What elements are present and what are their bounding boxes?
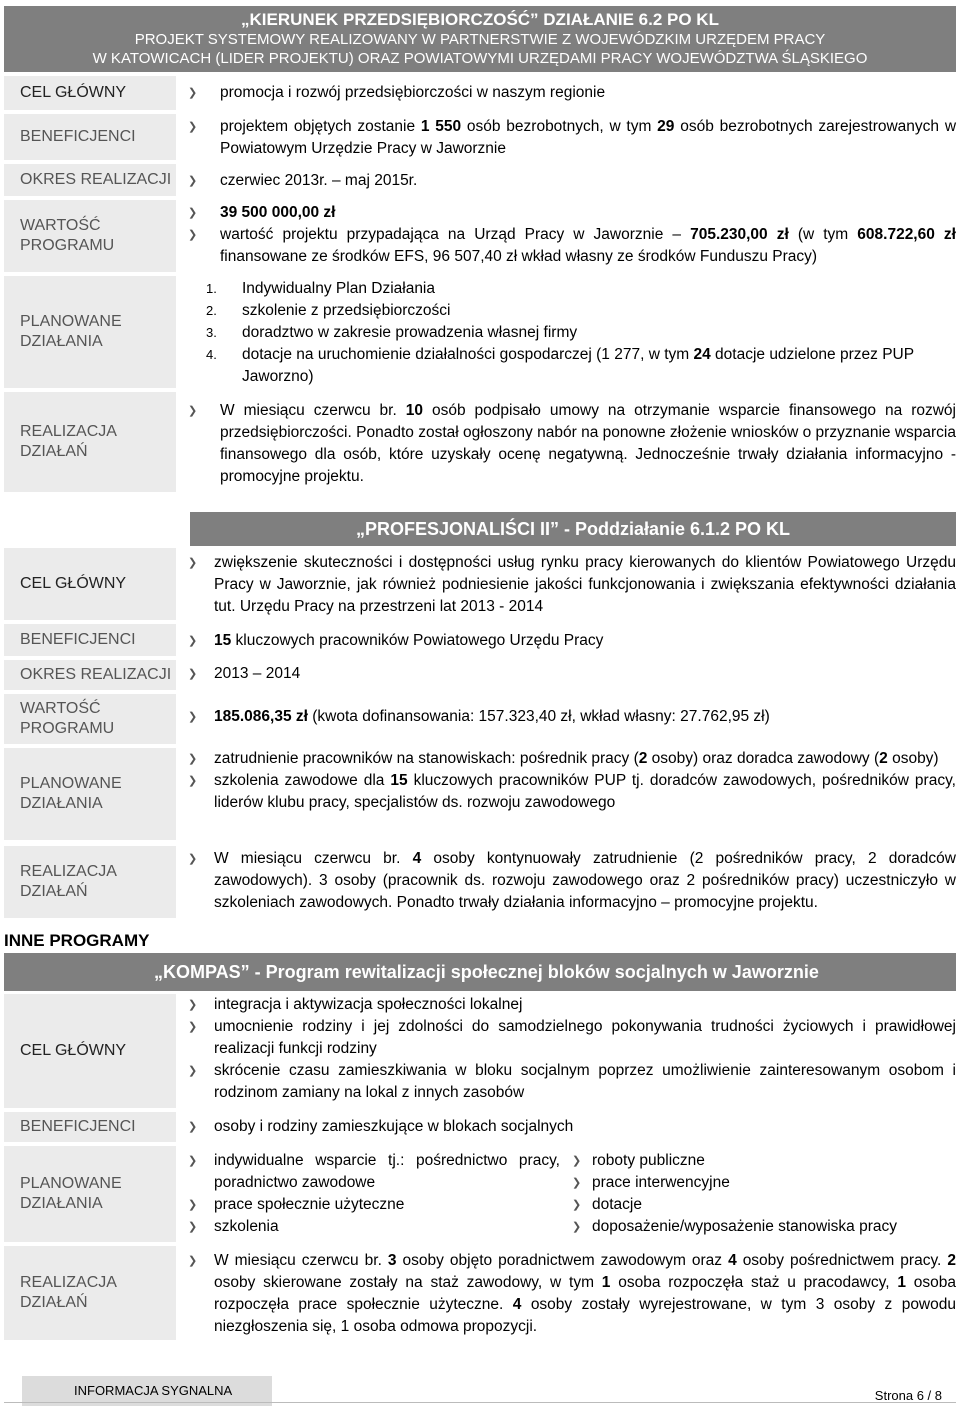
label-cel: CEL GŁÓWNY — [4, 994, 176, 1108]
s2-cel: ❯ zwiększenie skuteczności i dostępności usług rynku pracy kierowanych do klientów Powiatowego Urzędu Pracy w Jaworznie, jak również podniesienie jakości funkcjonowania i zwiększania efektywności działania tut. Urzędu Pracy na przestrzeni lat 2013 - 2014 — [188, 554, 956, 615]
arrow-icon: ❯ — [188, 1221, 198, 1233]
s1-wartosc: ❯ 39 500 000,00 zł ❯ wartość projektu przypadająca na Urząd Pracy w Jaworznie – 705.230,00 zł (w tym 608.722,60 zł finansowane ze środków EFS, 96 507,40 zł wkład własny ze środków Funduszu Pracy) — [188, 204, 956, 265]
section3-header: „KOMPAS” - Program rewitalizacji społecznej bloków socjalnych w Jaworznie — [4, 953, 956, 991]
s2-planowane: ❯ zatrudnienie pracowników na stanowiskach: pośrednik pracy (2 osoby) oraz doradca zawodowy (2 osoby) ❯ szkolenia zawodowe dla 15 kluczowych pracowników PUP tj. doradców zawodowych, pośredników pracy, liderów klubu pracy, specjalistów ds. rozwoju zawodowego — [188, 750, 956, 811]
section1-header — [4, 6, 956, 72]
arrow-icon: ❯ — [188, 405, 198, 417]
arrow-icon: ❯ — [572, 1177, 582, 1189]
arrow-icon: ❯ — [188, 999, 198, 1011]
s1-planowane: 1. Indywidualny Plan Działania 2. szkolenie z przedsiębiorczości 3. doradztwo w zakresie prowadzenia własnej firmy 4. dotacje na uruchomienie działalności gospodarczej (1 277, w tym 24 dotacje udzielone przez PUP Jaworzno) — [206, 280, 914, 385]
footer-label: INFORMACJA SYGNALNA — [22, 1376, 272, 1406]
arrow-icon: ❯ — [188, 557, 198, 569]
label-wartosc: WARTOŚĆ PROGRAMU — [4, 694, 176, 744]
arrow-icon: ❯ — [188, 87, 198, 99]
s3-cel: ❯ integracja i aktywizacja społeczności lokalnej ❯ umocnienie rodziny i jej zdolności do samodzielnego pokonywania trudności życiowych i prawidłowej realizacji funkcji rodziny ❯ skrócenie czasu zamieszkiwania w bloku socjalnym poprzez umożliwienie zainteresowanym osobom i rodzinom zamiany na lokal z innych zasobów — [188, 996, 956, 1101]
label-planowane: PLANOWANE DZIAŁANIA — [4, 1146, 176, 1242]
s2-beneficjenci: ❯ 15 kluczowych pracowników Powiatowego Urzędu Pracy — [180, 630, 956, 652]
label-realizacja: REALIZACJA DZIAŁAŃ — [4, 1246, 176, 1340]
label-realizacja: REALIZACJA DZIAŁAŃ — [4, 392, 176, 492]
section1-subtitle-1: PROJEKT SYSTEMOWY REALIZOWANY W PARTNERSTWIE Z WOJEWÓDZKIM URZĘDEM PRACY — [134, 31, 826, 48]
arrow-icon: ❯ — [188, 1255, 198, 1267]
s2-wartosc: ❯ 185.086,35 zł (kwota dofinansowania: 157.323,40 zł, wkład własny: 27.762,95 zł) — [180, 706, 956, 728]
arrow-icon: ❯ — [188, 121, 198, 133]
arrow-icon: ❯ — [188, 207, 198, 219]
arrow-icon: ❯ — [572, 1221, 582, 1233]
arrow-icon: ❯ — [188, 775, 198, 787]
arrow-icon: ❯ — [188, 175, 198, 187]
label-okres: OKRES REALIZACJI — [4, 164, 176, 196]
arrow-icon: ❯ — [188, 1065, 198, 1077]
section1-title: „KIERUNEK PRZEDSIĘBIORCZOŚĆ” DZIAŁANIE 6.2 PO KL — [241, 10, 719, 29]
arrow-icon: ❯ — [188, 853, 198, 865]
arrow-icon: ❯ — [572, 1199, 582, 1211]
s3-beneficjenci: ❯ osoby i rodziny zamieszkujące w blokach socjalnych — [180, 1116, 956, 1138]
label-okres: OKRES REALIZACJI — [4, 660, 176, 690]
section1-subtitle-2: W KATOWICACH (LIDER PROJEKTU) ORAZ POWIATOWYMI URZĘDAMI PRACY WOJEWÓDZTWA ŚLĄSKIEGO — [92, 50, 868, 67]
arrow-icon: ❯ — [188, 1155, 198, 1167]
arrow-icon: ❯ — [188, 1199, 198, 1211]
s3-realizacja: ❯ W miesiącu czerwcu br. 3 osoby objęto poradnictwem zawodowym oraz 4 osoby pośrednictwem pracy. 2 osoby skierowane zostały na staż zawodowy, w tym 1 osoba rozpoczęła staż u pracodawcy, 1 osoba rozpoczęła prace społecznie użyteczne. 4 osoby zostały wyrejestrowane, w tym 3 osoby z powodu niezgłoszenia się, 1 osoba odmowa propozycji. — [188, 1252, 957, 1335]
s1-okres: ❯ czerwiec 2013r. – maj 2015r. — [180, 170, 956, 192]
arrow-icon: ❯ — [188, 229, 198, 241]
label-cel: CEL GŁÓWNY — [4, 76, 176, 110]
s2-okres: ❯ 2013 – 2014 — [180, 663, 956, 685]
s1-beneficjenci: ❯ projektem objętych zostanie 1 550 osób bezrobotnych, w tym 29 osób bezrobotnych zarejestrowanych w Powiatowym Urzędzie Pracy w Jaworznie — [188, 118, 957, 157]
arrow-icon: ❯ — [572, 1155, 582, 1167]
arrow-icon: ❯ — [188, 753, 198, 765]
label-beneficjenci: BENEFICJENCI — [4, 624, 176, 656]
arrow-icon: ❯ — [188, 1021, 198, 1033]
label-planowane: PLANOWANE DZIAŁANIA — [4, 276, 176, 388]
label-realizacja: REALIZACJA DZIAŁAŃ — [4, 846, 176, 918]
label-wartosc: WARTOŚĆ PROGRAMU — [4, 200, 176, 272]
arrow-icon: ❯ — [188, 1121, 198, 1133]
footer-divider — [4, 1402, 956, 1403]
s1-cel: ❯ promocja i rozwój przedsiębiorczości w naszym regionie — [180, 82, 956, 104]
arrow-icon: ❯ — [188, 711, 198, 723]
arrow-icon: ❯ — [188, 635, 198, 647]
arrow-icon: ❯ — [188, 668, 198, 680]
s2-realizacja: ❯ W miesiącu czerwcu br. 4 osoby kontynuowały zatrudnienie (2 pośredników pracy, 2 doradców zawodowych). 3 osoby (pracownik ds. rozwoju zawodowego oraz 2 pośredników pracy) uczestniczyło w szkoleniach zawodowych. Ponadto trwały działania informacyjno – promocyjne projektu. — [188, 850, 956, 911]
page-number: Strona 6 / 8 — [874, 1388, 942, 1403]
label-cel: CEL GŁÓWNY — [4, 548, 176, 620]
label-beneficjenci: BENEFICJENCI — [4, 114, 176, 160]
inne-programy-heading: INNE PROGRAMY — [4, 931, 150, 950]
s1-realizacja: ❯ W miesiącu czerwcu br. 10 osób podpisało umowy na otrzymanie wsparcie finansowego na rozwój przedsiębiorczości. Ponadto został ogłoszony nabór na ponowne złożenie wniosków o przyznanie wsparcia finansowego dla osób, które uzyskały ocenę negatywną. Jednocześnie trwały działania informacyjno - promocyjne projektu. — [188, 402, 956, 485]
label-beneficjenci: BENEFICJENCI — [4, 1112, 176, 1142]
label-planowane: PLANOWANE DZIAŁANIA — [4, 748, 176, 840]
section2-header: „PROFESJONALIŚCI II” - Poddziałanie 6.1.2 PO KL — [190, 512, 956, 546]
